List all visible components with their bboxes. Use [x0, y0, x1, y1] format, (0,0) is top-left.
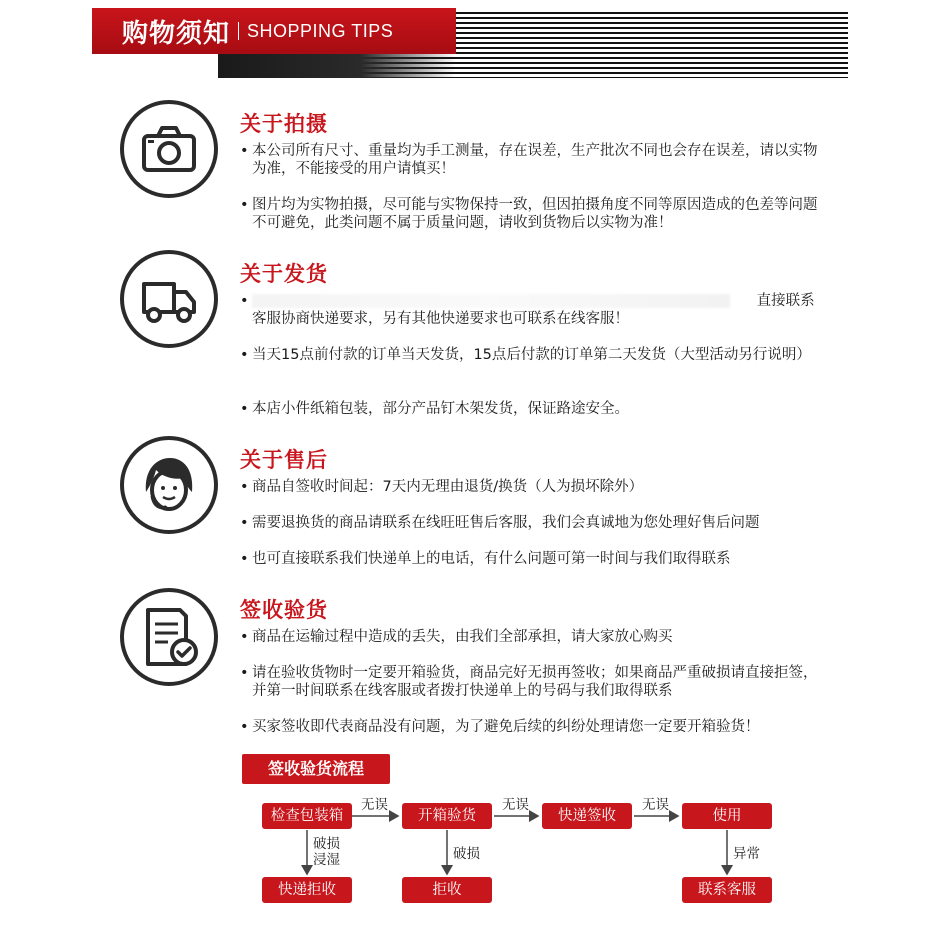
flow-down-label: 破损	[453, 846, 480, 862]
bullet-dot: •	[240, 197, 249, 213]
section-title-after-sales: 关于售后	[240, 448, 328, 472]
list-item: • 当天15点前付款的订单当天发货，15点后付款的订单第二天发货（大型活动另行说明）	[240, 347, 811, 363]
section-title-inspection: 签收验货	[240, 598, 328, 622]
header-banner	[92, 8, 456, 54]
flow-title: 签收验货流程	[242, 754, 390, 784]
header-divider	[238, 22, 239, 40]
list-item: • 商品自签收时间起：7天内无理由退货/换货（人为损坏除外）	[240, 479, 644, 495]
flow-step-open-box: 开箱验货	[402, 803, 492, 829]
bullet-dot: •	[240, 143, 249, 159]
bullet-dot: •	[240, 629, 249, 645]
section-title-photography: 关于拍摄	[240, 112, 328, 136]
page-subtitle: SHOPPING TIPS	[247, 20, 394, 41]
list-item: • 图片均为实物拍摄，尽可能与实物保持一致，但因拍摄角度不同等原因造成的色差等问题不可避免，此类问题不属于质量问题，请收到货物后以实物为准！	[240, 197, 818, 231]
list-item: • 本公司所有尺寸、重量均为手工测量，存在误差，生产批次不同也会存在误差，请以实物为准，不能接受的用户请慎买！	[240, 143, 818, 177]
bullet-dot: •	[240, 551, 249, 567]
page-title: 购物须知	[122, 18, 231, 49]
bullet-dot: •	[240, 719, 249, 735]
flow-down-label: 异常	[733, 846, 760, 862]
camera-icon	[120, 100, 218, 198]
flow-step-sign: 快递签收	[542, 803, 632, 829]
bullet-dot: •	[240, 347, 249, 363]
flow-outcome-contact-service: 联系客服	[682, 877, 772, 903]
list-item: • 本店小件纸箱包装，部分产品钉木架发货，保证路途安全。	[240, 401, 629, 417]
list-item: • 直接联系 客服协商快递要求，另有其他快递要求也可联系在线客服！	[240, 293, 815, 327]
flow-step-use: 使用	[682, 803, 772, 829]
redacted-text	[252, 294, 730, 308]
flow-outcome-courier-reject: 快递拒收	[262, 877, 352, 903]
bullet-dot: •	[240, 401, 249, 417]
flow-step-check-box: 检查包装箱	[262, 803, 352, 829]
list-item: • 也可直接联系我们快递单上的电话，有什么问题可第一时间与我们取得联系	[240, 551, 731, 567]
customer-service-icon	[120, 436, 218, 534]
list-item: • 商品在运输过程中造成的丢失，由我们全部承担，请大家放心购买	[240, 629, 673, 645]
bullet-dot: •	[240, 479, 249, 495]
flow-outcome-reject: 拒收	[402, 877, 492, 903]
list-item: • 需要退换货的商品请联系在线旺旺售后客服，我们会真诚地为您处理好售后问题	[240, 515, 760, 531]
bullet-dot: •	[240, 515, 249, 531]
section-title-shipping: 关于发货	[240, 262, 328, 286]
header-dark-band	[218, 54, 456, 78]
flow-arrow-label: 无误	[361, 797, 388, 813]
list-item: • 买家签收即代表商品没有问题，为了避免后续的纠纷处理请您一定要开箱验货！	[240, 719, 760, 735]
truck-icon	[120, 250, 218, 348]
bullet-dot: •	[240, 293, 249, 309]
flow-arrow-label: 无误	[502, 797, 529, 813]
document-check-icon	[120, 588, 218, 686]
bullet-dot: •	[240, 665, 249, 681]
flow-arrow-label: 无误	[642, 797, 669, 813]
list-item: • 请在验收货物时一定要开箱验货，商品完好无损再签收；如果商品严重破损请直接拒签，并第一时间联系在线客服或者拨打快递单上的号码与我们取得联系	[240, 665, 818, 699]
flow-down-label: 破损 浸湿	[313, 836, 340, 868]
